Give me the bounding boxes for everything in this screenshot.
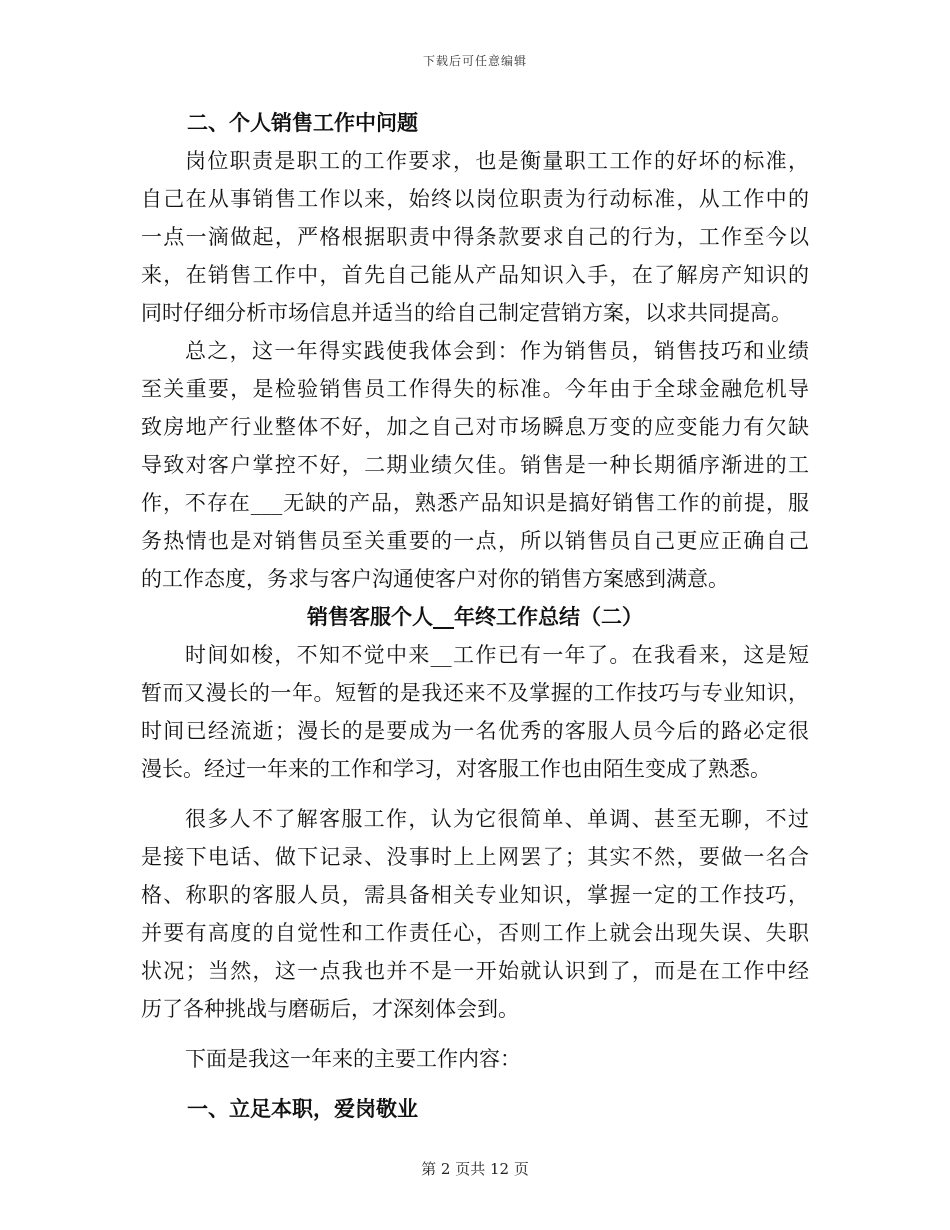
paragraph-line: 作，不存在___无缺的产品，熟悉产品知识是搞好销售工作的前提，服: [141, 491, 809, 515]
paragraph-line: 漫长。经过一年来的工作和学习，对客服工作也由陌生变成了熟悉。: [141, 757, 771, 781]
paragraph-line: 时间已经流逝；漫长的是要成为一名优秀的客服人员今后的路必定很: [141, 719, 809, 743]
paragraph-line: 总之，这一年得实践使我体会到：作为销售员，销售技巧和业绩: [185, 339, 809, 363]
paragraph-intro-work: 下面是我这一年来的主要工作内容：: [185, 1047, 521, 1071]
paragraph-line: 至关重要，是检验销售员工作得失的标准。今年由于全球金融危机导: [141, 377, 809, 401]
paragraph-line: 是接下电话、做下记录、没事时上上网罢了；其实不然，要做一名合: [141, 845, 809, 869]
paragraph-line: 岗位职责是职工的工作要求，也是衡量职工工作的好坏的标准，: [185, 149, 809, 173]
paragraph-gap: [141, 788, 809, 800]
paragraph-line: 状况；当然，这一点我也并不是一开始就认识到了，而是在工作中经: [141, 959, 809, 983]
paragraph-line: 致房地产行业整体不好，加之自己对市场瞬息万变的应变能力有欠缺: [141, 415, 809, 439]
paragraph-line: 历了各种挑战与磨砺后，才深刻体会到。: [141, 997, 519, 1021]
paragraph-line: 自己在从事销售工作以来，始终以岗位职责为行动标准，从工作中的: [141, 187, 809, 211]
document-body: [141, 104, 809, 1128]
paragraph-line: 格、称职的客服人员，需具备相关专业知识，掌握一定的工作技巧，: [141, 883, 809, 907]
paragraph-conclusion: [141, 332, 809, 598]
paragraph-responsibilities: [141, 142, 809, 332]
paragraph-line: 时间如梭，不知不觉中来__工作已有一年了。在我看来，这是短: [185, 643, 809, 667]
paragraph-line: 暂而又漫长的一年。短暂的是我还来不及掌握的工作技巧与专业知识，: [141, 681, 809, 705]
section-title-summary-two: 销售客服个人__年终工作总结（二）: [307, 604, 643, 629]
header-note: 下载后可任意编辑: [422, 54, 527, 68]
paragraph-line: 一点一滴做起，严格根据职责中得条款要求自己的行为，工作至今以: [141, 225, 809, 249]
paragraph-customer-service: [141, 800, 809, 1028]
section-heading-problems: 二、个人销售工作中问题: [187, 110, 418, 135]
paragraph-line: 很多人不了解客服工作，认为它很简单、单调、甚至无聊，不过: [185, 807, 809, 831]
paragraph-time: [141, 636, 809, 788]
paragraph-line: 的工作态度，务求与客户沟通使客户对你的销售方案感到满意。: [141, 567, 729, 591]
paragraph-line: 导致对客户掌控不好，二期业绩欠佳。销售是一种长期循序渐进的工: [141, 453, 809, 477]
paragraph-line: 来，在销售工作中，首先自己能从产品知识入手，在了解房产知识的: [141, 263, 809, 287]
paragraph-line: 并要有高度的自觉性和工作责任心，否则工作上就会出现失误、失职: [141, 921, 809, 945]
section-heading-duty: 一、立足本职，爱岗敬业: [187, 1096, 418, 1121]
page-number: 第 2 页共 12 页: [421, 1160, 529, 1178]
paragraph-gap: [141, 1028, 809, 1040]
paragraph-line: 务热情也是对销售员至关重要的一点，所以销售员自己更应正确自己: [141, 529, 809, 553]
paragraph-line: 同时仔细分析市场信息并适当的给自己制定营销方案，以求共同提高。: [141, 301, 792, 325]
paragraph-gap: [141, 1078, 809, 1090]
